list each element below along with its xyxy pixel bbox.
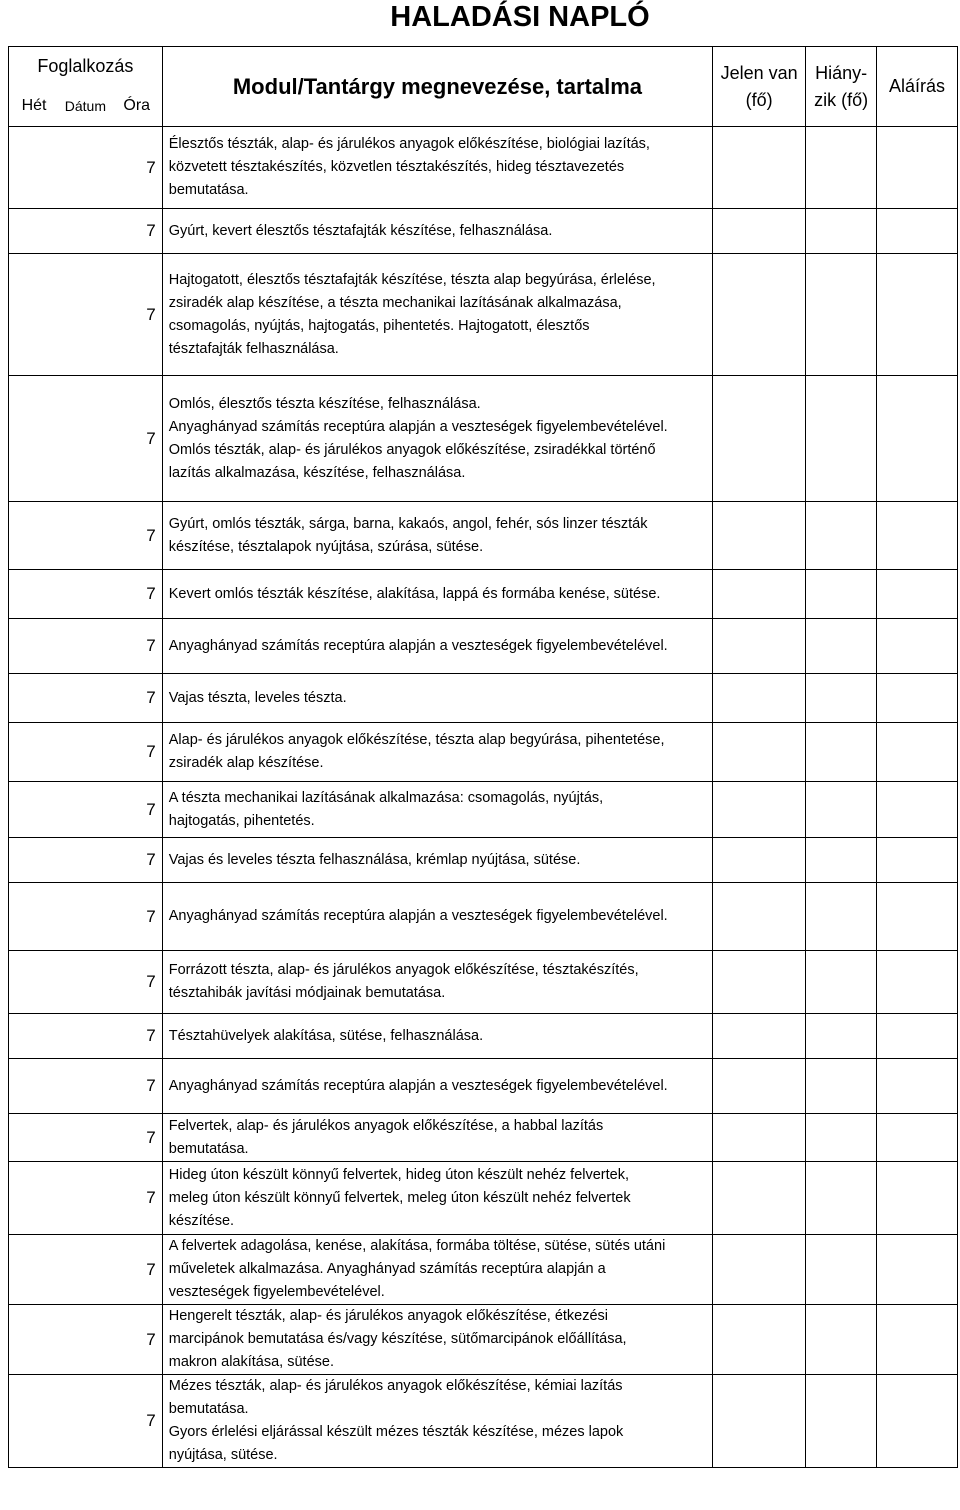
- signature-cell[interactable]: [877, 1014, 958, 1059]
- hour-cell: 7: [112, 570, 163, 619]
- present-count-cell[interactable]: [713, 1305, 806, 1375]
- date-cell[interactable]: [59, 1235, 112, 1305]
- content-cell: [162, 1235, 712, 1305]
- present-count-cell[interactable]: [713, 883, 806, 951]
- absent-count-cell[interactable]: [806, 1162, 877, 1235]
- signature-cell[interactable]: [877, 570, 958, 619]
- content-cell: [162, 127, 712, 209]
- content-line: Anyaghányad számítás receptúra alapján a veszteségek figyelembevételével.: [168, 908, 668, 924]
- content-line: Mézes tészták, alap- és járulékos anyagok előkészítése, kémiai lazítás: [168, 1378, 623, 1394]
- content-cell: [162, 951, 712, 1014]
- page-title: HALADÁSI NAPLÓ: [390, 1, 650, 33]
- date-cell[interactable]: [59, 619, 112, 674]
- hour-cell: 7: [112, 1059, 163, 1114]
- week-cell[interactable]: [9, 1162, 60, 1235]
- content-cell: [162, 502, 712, 570]
- header-het: Hét: [9, 87, 60, 127]
- hour-cell: 7: [112, 951, 163, 1014]
- week-cell[interactable]: [9, 127, 60, 209]
- absent-count-cell[interactable]: [806, 951, 877, 1014]
- content-line: Omlós, élesztős tészta készítése, felhasználása.: [168, 395, 481, 412]
- content-line: marcipánok bemutatása és/vagy készítése, sütőmarcipánok előállítása,: [168, 1331, 627, 1347]
- absent-count-cell[interactable]: [806, 502, 877, 570]
- absent-count-cell[interactable]: [806, 254, 877, 376]
- date-cell[interactable]: [59, 570, 112, 619]
- hour-cell: 7: [112, 883, 163, 951]
- table-row: [9, 127, 958, 209]
- date-cell[interactable]: [59, 1305, 112, 1375]
- content-cell: [162, 376, 712, 502]
- signature-cell[interactable]: [877, 209, 958, 254]
- present-count-cell[interactable]: [713, 674, 806, 723]
- present-count-cell[interactable]: [713, 782, 806, 838]
- content-cell: [162, 1375, 712, 1468]
- content-line: készítése.: [168, 1212, 235, 1229]
- date-cell[interactable]: [59, 376, 112, 502]
- absent-count-cell[interactable]: [806, 376, 877, 502]
- table-row: [9, 723, 958, 782]
- table-row: [9, 1059, 958, 1114]
- table-row: [9, 951, 958, 1014]
- present-count-cell[interactable]: [713, 1375, 806, 1468]
- content-line: Gyúrt, omlós tészták, sárga, barna, kakaós, angol, fehér, sós linzer tészták: [168, 515, 648, 532]
- table-row: [9, 619, 958, 674]
- table-row: [9, 883, 958, 951]
- date-cell[interactable]: [59, 782, 112, 838]
- date-cell[interactable]: [59, 951, 112, 1014]
- content-line: Kevert omlós tészták készítése, alakítása, lappá és formába kenése, sütése.: [168, 585, 661, 602]
- content-cell: [162, 209, 712, 254]
- content-line: Felvertek, alap- és járulékos anyagok előkészítése, a habbal lazítás: [168, 1117, 604, 1134]
- signature-cell[interactable]: [877, 376, 958, 502]
- hour-cell: 7: [112, 127, 163, 209]
- date-cell[interactable]: [59, 254, 112, 376]
- content-line: Élesztős tészták, alap- és járulékos anyagok előkészítése, biológiai lazítás,: [168, 136, 650, 152]
- content-cell: [162, 254, 712, 376]
- table-row: [9, 782, 958, 838]
- absent-count-cell[interactable]: [806, 1375, 877, 1468]
- content-line: lazítás alkalmazása, készítése, felhasználása.: [168, 464, 466, 481]
- signature-cell[interactable]: [877, 951, 958, 1014]
- week-cell[interactable]: [9, 1114, 60, 1162]
- content-line: Gyors érlelési eljárással készült mézes tészták készítése, mézes lapok: [168, 1424, 624, 1440]
- present-count-cell[interactable]: [713, 1014, 806, 1059]
- header-alairas: Aláírás: [877, 47, 958, 127]
- content-line: Vajas és leveles tészta felhasználása, krémlap nyújtása, sütése.: [168, 851, 581, 868]
- content-line: közvetett tésztakészítés, közvetlen tésztakészítés, hideg tésztavezetés: [168, 159, 625, 175]
- hour-cell: 7: [112, 1375, 163, 1468]
- absent-count-cell[interactable]: [806, 570, 877, 619]
- table-row: [9, 254, 958, 376]
- week-cell[interactable]: [9, 376, 60, 502]
- week-cell[interactable]: [9, 951, 60, 1014]
- week-cell[interactable]: [9, 570, 60, 619]
- content-cell: [162, 619, 712, 674]
- hour-cell: 7: [112, 674, 163, 723]
- week-cell[interactable]: [9, 782, 60, 838]
- header-jelen-van-line1: Jelen van: [720, 62, 798, 83]
- absent-count-cell[interactable]: [806, 723, 877, 782]
- content-line: Alap- és járulékos anyagok előkészítése, tészta alap begyúrása, pihentetése,: [168, 732, 665, 748]
- content-line: bemutatása.: [168, 1140, 249, 1157]
- content-line: bemutatása.: [168, 1401, 249, 1417]
- signature-cell[interactable]: [877, 1235, 958, 1305]
- hour-cell: 7: [112, 254, 163, 376]
- present-count-cell[interactable]: [713, 1114, 806, 1162]
- header-hianyzik-line2: zik (fő): [814, 89, 869, 110]
- absent-count-cell[interactable]: [806, 883, 877, 951]
- absent-count-cell[interactable]: [806, 127, 877, 209]
- content-cell: [162, 1059, 712, 1114]
- absent-count-cell[interactable]: [806, 674, 877, 723]
- present-count-cell[interactable]: [713, 376, 806, 502]
- header-modul: Modul/Tantárgy megnevezése, tartalma: [162, 47, 712, 127]
- present-count-cell[interactable]: [713, 619, 806, 674]
- date-cell[interactable]: [59, 674, 112, 723]
- content-cell: [162, 883, 712, 951]
- date-cell[interactable]: [59, 1162, 112, 1235]
- content-line: Forrázott tészta, alap- és járulékos anyagok előkészítése, tésztakészítés,: [168, 962, 639, 978]
- signature-cell[interactable]: [877, 254, 958, 376]
- content-line: készítése, tésztalapok nyújtása, szúrása, sütése.: [168, 538, 484, 555]
- hour-cell: 7: [112, 782, 163, 838]
- present-count-cell[interactable]: [713, 502, 806, 570]
- content-cell: [162, 838, 712, 883]
- hour-cell: 7: [112, 1235, 163, 1305]
- content-cell: [162, 570, 712, 619]
- content-line: bemutatása.: [168, 182, 249, 198]
- content-line: Gyúrt, kevert élesztős tésztafajták készítése, felhasználása.: [168, 222, 553, 239]
- date-cell[interactable]: [59, 1375, 112, 1468]
- content-line: meleg úton készült könnyű felvertek, meleg úton készült nehéz felvertek: [168, 1189, 631, 1206]
- absent-count-cell[interactable]: [806, 1305, 877, 1375]
- content-cell: [162, 1162, 712, 1235]
- present-count-cell[interactable]: [713, 127, 806, 209]
- content-line: Tésztahüvelyek alakítása, sütése, felhasználása.: [168, 1027, 484, 1044]
- content-line: Omlós tészták, alap- és járulékos anyagok előkészítése, zsiradékkal történő: [168, 441, 656, 458]
- table-row: [9, 502, 958, 570]
- content-line: A tészta mechanikai lazításának alkalmazása: csomagolás, nyújtás,: [168, 789, 604, 806]
- hour-cell: 7: [112, 1014, 163, 1059]
- signature-cell[interactable]: [877, 782, 958, 838]
- date-cell[interactable]: [59, 723, 112, 782]
- date-cell[interactable]: [59, 838, 112, 883]
- table-row: [9, 1235, 958, 1305]
- week-cell[interactable]: [9, 1235, 60, 1305]
- table-row: [9, 1375, 958, 1468]
- week-cell[interactable]: [9, 1014, 60, 1059]
- table-row: [9, 1114, 958, 1162]
- hour-cell: 7: [112, 838, 163, 883]
- present-count-cell[interactable]: [713, 1162, 806, 1235]
- content-line: Hideg úton készült könnyű felvertek, hideg úton készült nehéz felvertek,: [168, 1166, 630, 1183]
- content-line: makron alakítása, sütése.: [168, 1354, 334, 1370]
- table-row: [9, 209, 958, 254]
- content-line: Anyaghányad számítás receptúra alapján a veszteségek figyelembevételével.: [168, 637, 668, 654]
- content-line: tésztahibák javítási módjainak bemutatása.: [168, 985, 446, 1001]
- absent-count-cell[interactable]: [806, 209, 877, 254]
- week-cell[interactable]: [9, 838, 60, 883]
- table-row: [9, 674, 958, 723]
- header-ora: Óra: [112, 87, 163, 127]
- week-cell[interactable]: [9, 619, 60, 674]
- hour-cell: 7: [112, 502, 163, 570]
- signature-cell[interactable]: [877, 502, 958, 570]
- content-line: Anyaghányad számítás receptúra alapján a veszteségek figyelembevételével.: [168, 1077, 668, 1094]
- absent-count-cell[interactable]: [806, 1235, 877, 1305]
- signature-cell[interactable]: [877, 1375, 958, 1468]
- week-cell[interactable]: [9, 674, 60, 723]
- present-count-cell[interactable]: [713, 1059, 806, 1114]
- content-line: műveletek alkalmazása. Anyaghányad számítás receptúra alapján a: [168, 1261, 606, 1277]
- absent-count-cell[interactable]: [806, 1059, 877, 1114]
- content-line: Vajas tészta, leveles tészta.: [168, 689, 347, 706]
- hour-cell: 7: [112, 1162, 163, 1235]
- date-cell[interactable]: [59, 127, 112, 209]
- date-cell[interactable]: [59, 209, 112, 254]
- signature-cell[interactable]: [877, 1059, 958, 1114]
- signature-cell[interactable]: [877, 883, 958, 951]
- content-cell: [162, 1305, 712, 1375]
- date-cell[interactable]: [59, 1014, 112, 1059]
- table-row: [9, 570, 958, 619]
- content-cell: [162, 1014, 712, 1059]
- content-cell: [162, 782, 712, 838]
- content-line: veszteségek figyelembevételével.: [168, 1284, 385, 1300]
- signature-cell[interactable]: [877, 838, 958, 883]
- present-count-cell[interactable]: [713, 254, 806, 376]
- table-row: [9, 1162, 958, 1235]
- week-cell[interactable]: [9, 254, 60, 376]
- header-jelen-van-line2: (fő): [745, 89, 773, 110]
- signature-cell[interactable]: [877, 1114, 958, 1162]
- content-cell: [162, 723, 712, 782]
- present-count-cell[interactable]: [713, 209, 806, 254]
- date-cell[interactable]: [59, 1059, 112, 1114]
- week-cell[interactable]: [9, 209, 60, 254]
- present-count-cell[interactable]: [713, 570, 806, 619]
- table-row: [9, 376, 958, 502]
- signature-cell[interactable]: [877, 619, 958, 674]
- content-line: zsiradék alap készítése.: [168, 755, 324, 771]
- date-cell[interactable]: [59, 1114, 112, 1162]
- date-cell[interactable]: [59, 502, 112, 570]
- content-line: Hengerelt tészták, alap- és járulékos anyagok előkészítése, étkezési: [168, 1308, 609, 1324]
- table-row: [9, 1305, 958, 1375]
- content-line: hajtogatás, pihentetés.: [168, 812, 315, 829]
- signature-cell[interactable]: [877, 674, 958, 723]
- content-line: zsiradék alap készítése, a tészta mechanikai lazításának alkalmazása,: [168, 294, 622, 311]
- table-row: [9, 1014, 958, 1059]
- hour-cell: 7: [112, 619, 163, 674]
- absent-count-cell[interactable]: [806, 838, 877, 883]
- week-cell[interactable]: [9, 1375, 60, 1468]
- week-cell[interactable]: [9, 1059, 60, 1114]
- table-row: [9, 838, 958, 883]
- header-hianyzik-line1: Hiány-: [815, 62, 868, 83]
- date-cell[interactable]: [59, 883, 112, 951]
- header-hianyzik: [806, 47, 877, 127]
- signature-cell[interactable]: [877, 723, 958, 782]
- header-datum: Dátum: [59, 87, 112, 127]
- signature-cell[interactable]: [877, 127, 958, 209]
- present-count-cell[interactable]: [713, 1235, 806, 1305]
- hour-cell: 7: [112, 1114, 163, 1162]
- content-cell: [162, 1114, 712, 1162]
- absent-count-cell[interactable]: [806, 782, 877, 838]
- progress-log-table: [8, 46, 958, 1468]
- header-jelen-van: [713, 47, 806, 127]
- hour-cell: 7: [112, 723, 163, 782]
- hour-cell: 7: [112, 376, 163, 502]
- week-cell[interactable]: [9, 502, 60, 570]
- present-count-cell[interactable]: [713, 838, 806, 883]
- absent-count-cell[interactable]: [806, 1114, 877, 1162]
- signature-cell[interactable]: [877, 1162, 958, 1235]
- content-line: Anyaghányad számítás receptúra alapján a veszteségek figyelembevételével.: [168, 418, 668, 435]
- week-cell[interactable]: [9, 1305, 60, 1375]
- hour-cell: 7: [112, 1305, 163, 1375]
- content-line: Hajtogatott, élesztős tésztafajták készítése, tészta alap begyúrása, érlelése,: [168, 271, 656, 288]
- absent-count-cell[interactable]: [806, 619, 877, 674]
- header-foglalkozas: Foglalkozás: [9, 47, 163, 87]
- week-cell[interactable]: [9, 723, 60, 782]
- present-count-cell[interactable]: [713, 951, 806, 1014]
- present-count-cell[interactable]: [713, 723, 806, 782]
- hour-cell: 7: [112, 209, 163, 254]
- week-cell[interactable]: [9, 883, 60, 951]
- content-cell: [162, 674, 712, 723]
- content-line: csomagolás, nyújtás, hajtogatás, pihentetés. Hajtogatott, élesztős: [168, 317, 590, 334]
- content-line: tésztafajták felhasználása.: [168, 340, 339, 357]
- absent-count-cell[interactable]: [806, 1014, 877, 1059]
- content-line: nyújtása, sütése.: [168, 1447, 278, 1463]
- signature-cell[interactable]: [877, 1305, 958, 1375]
- content-line: A felvertek adagolása, kenése, alakítása, formába töltése, sütése, sütés utáni: [168, 1238, 666, 1254]
